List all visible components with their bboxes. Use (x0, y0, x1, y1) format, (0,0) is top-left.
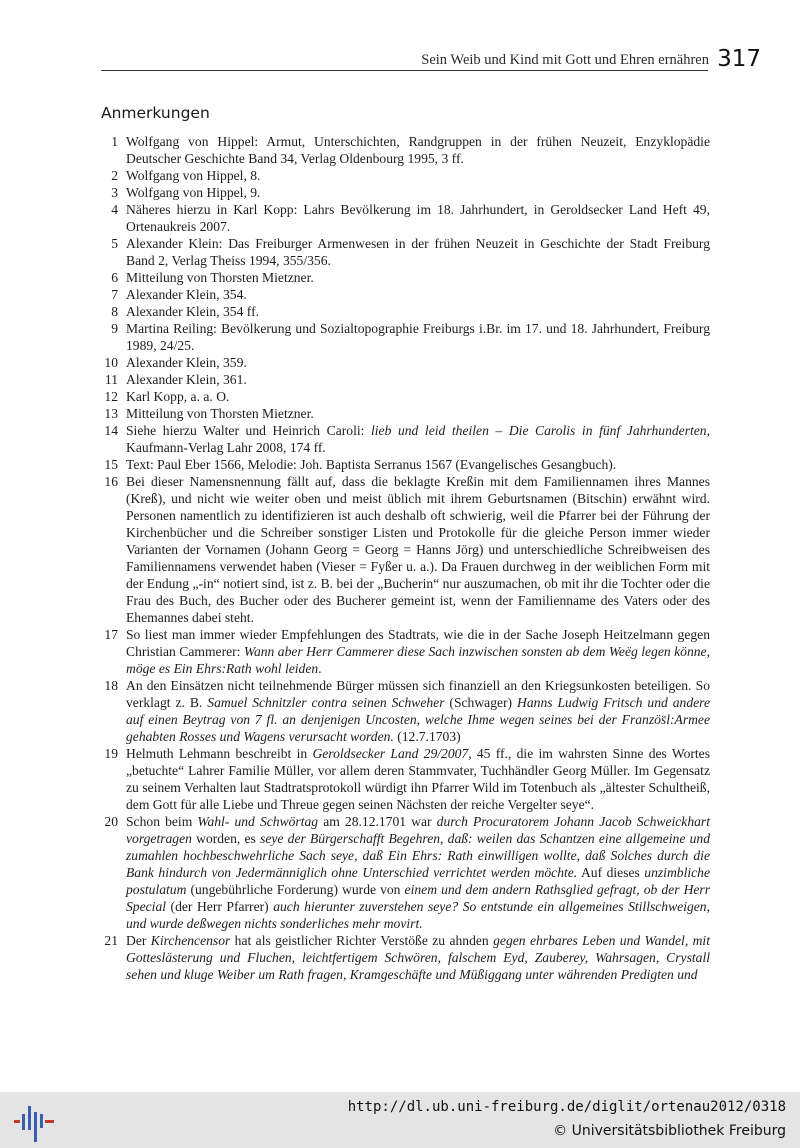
endnote-text (126, 405, 710, 422)
endnote-text (126, 303, 710, 320)
endnote-text (126, 745, 710, 813)
endnote-text (126, 456, 710, 473)
endnote (98, 269, 710, 286)
endnote-text (126, 371, 710, 388)
endnote-segment: (Schwager) (444, 695, 518, 710)
footer-copyright: © Universitätsbibliothek Freiburg (553, 1123, 786, 1139)
endnote-number: 17 (104, 627, 118, 642)
endnote-italic-segment: Hanns Ludwig Fritsch und andere auf einen Beytrag von 7 fl. an denjenigen Uncosten, welche Ihme wegen seines bei der Französ̈l:Armee gehabten Rosses und Wagens verursacht worden. (126, 695, 710, 744)
endnote-italic-segment: Samuel Schnitzler contra seinen Schweher (207, 695, 445, 710)
endnote (98, 626, 710, 677)
endnote-number: 9 (111, 321, 118, 336)
endnote-number: 19 (104, 746, 118, 761)
endnote-segment: Näheres hierzu in Karl Kopp: Lahrs Bevölkerung im 18. Jahrhundert, in Geroldsecker Land Heft 49, Ortenaukreis 2007. (126, 202, 710, 234)
endnote-segment: . (318, 661, 322, 676)
endnote-italic-segment: auch hierunter zuverstehen seye? So entstunde ein allgemeines Stillschweigen, und wurde deßwegen nichts sonderliches mehr movirt. (126, 899, 710, 931)
endnote-italic-segment: lieb und leid theilen – Die Carolis in fünf Jahrhunderten (371, 423, 707, 438)
endnote-segment: Mitteilung von Thorsten Mietzner. (126, 270, 314, 285)
endnote-number: 20 (104, 814, 118, 829)
endnote-segment: , 45 ff., die im wahrsten Sinne des Wortes „betuchte“ Lahrer Familie Müller, vor allem deren Stammvater, Tuchhändler Georg Müller. Im Gegensatz zu seinem Verhalten laut Stadtratsprotokoll würdigt ihn Pfarrer Wild im Totenbuch als „ältester Schultheiß, dem Gott für alle Liebe und Threue gegen seinen Nächsten der reiche Vergelter seye“. (126, 746, 711, 812)
header-rule (101, 70, 708, 71)
endnote-segment: hat als geistlicher Richter Verstöße zu ahnden (230, 933, 494, 948)
endnote-italic-segment: durch Procuratorem Johann Jacob Schweickhart vorgetragen (126, 814, 710, 846)
endnote-text (126, 932, 710, 983)
endnote-segment: Alexander Klein: Das Freiburger Armenwesen in der frühen Neuzeit in Geschichte der Stadt Freiburg Band 2, Verlag Theiss 1994, 355/356. (126, 236, 710, 268)
endnote (98, 745, 710, 813)
endnote-number: 12 (104, 389, 118, 404)
endnote-segment: Alexander Klein, 359. (126, 355, 247, 370)
endnote-number: 8 (111, 304, 118, 319)
endnote (98, 235, 710, 269)
endnote-number: 14 (104, 423, 118, 438)
endnote-number: 3 (111, 185, 118, 200)
endnote (98, 677, 710, 745)
endnote-segment: worden, es (191, 831, 261, 846)
endnote (98, 133, 710, 167)
endnote-text (126, 677, 710, 745)
endnote-number: 4 (111, 202, 118, 217)
endnote-text (126, 473, 710, 626)
endnote (98, 286, 710, 303)
endnote (98, 201, 710, 235)
page-number: 317 (717, 46, 761, 72)
footer-bar (0, 1092, 800, 1148)
endnote-segment: Mitteilung von Thorsten Mietzner. (126, 406, 314, 421)
endnote-segment: Martina Reiling: Bevölkerung und Sozialtopographie Freiburgs i.Br. im 17. und 18. Jahrhundert, Freiburg 1989, 24/25. (126, 321, 710, 353)
running-title: Sein Weib und Kind mit Gott und Ehren ernähren (421, 52, 709, 68)
endnote-number: 1 (111, 134, 118, 149)
endnote-segment: Wolfgang von Hippel, 8. (126, 168, 261, 183)
endnote-segment: Bei dieser Namensnennung fällt auf, dass die beklagte Kreßin mit dem Familiennamen ihres Mannes (Kreß), und nicht wie weiter oben und meist üblich mit ihrem Geburtsnamen (Bitschin) erwähnt wird. Personen namentlich zu identifizieren ist auch deshalb oft schwierig, weil die Pfarrer bei der Führung der Kirchenbücher und die Schreiber sonstiger Listen und Protokolle für die gleiche Person immer wieder Varianten der Vornamen (Johann Georg = Georg = Hanns Jörg) und unterschiedliche Schreibweisen des Familiennamens verwendet haben (Vieser = Fyßer u. a.). Da Frauen durchweg in der weiblichen Form mit der Endung „-in“ notiert sind, ist z. B. bei der „Bucherin“ nur auszumachen, ob mit ihr die Tochter oder die Frau des Buch, des Bucher oder des Bucherer gemeint ist, wenn der Familienname des Vaters oder des Ehemannes dabei steht. (126, 474, 710, 625)
endnote (98, 320, 710, 354)
endnote (98, 456, 710, 473)
endnote-italic-segment: unzimbliche postulatum (126, 865, 710, 897)
endnote-italic-segment: Wahl- und Schwörtag (197, 814, 319, 829)
endnote (98, 184, 710, 201)
endnote (98, 388, 710, 405)
endnote-number: 10 (104, 355, 118, 370)
endnote-segment: Karl Kopp, a. a. O. (126, 389, 230, 404)
endnote-italic-segment: einem und dem andern Rathsglied gefragt, ob der Herr Special (126, 882, 710, 914)
endnote-segment: (der Herr Pfarrer) (166, 899, 274, 914)
endnote-text (126, 422, 710, 456)
endnote (98, 932, 710, 983)
endnote (98, 371, 710, 388)
endnote-segment: (ungebührliche Forderung) wurde von (186, 882, 405, 897)
endnote-number: 2 (111, 168, 118, 183)
endnote-text (126, 133, 710, 167)
endnote-text (126, 626, 710, 677)
endnote-number: 11 (104, 372, 118, 387)
endnote-italic-segment: Geroldsecker Land 29/2007 (312, 746, 469, 761)
endnote-segment: Auf dieses (577, 865, 645, 880)
endnote-number: 6 (111, 270, 118, 285)
endnote-number: 21 (104, 933, 118, 948)
endnote-segment: Text: Paul Eber 1566, Melodie: Joh. Baptista Serranus 1567 (Evangelisches Gesangbuch). (126, 457, 617, 472)
endnote-text (126, 354, 710, 371)
ub-freiburg-logo-icon[interactable] (14, 1100, 54, 1142)
endnote-segment: Siehe hierzu Walter und Heinrich Caroli: (126, 423, 371, 438)
endnote-text (126, 388, 710, 405)
endnote (98, 473, 710, 626)
endnote (98, 303, 710, 320)
endnote-text (126, 201, 710, 235)
section-heading: Anmerkungen (101, 104, 210, 122)
endnote (98, 813, 710, 932)
endnote-segment: Wolfgang von Hippel: Armut, Unterschichten, Randgruppen in der frühen Neuzeit, Enzyklopädie Deutscher Geschichte Band 34, Verlag Oldenbourg 1995, 3 ff. (126, 134, 710, 166)
endnote-segment: am 28.12.1701 war (318, 814, 437, 829)
endnote-segment: , Kaufmann-Verlag Lahr 2008, 174 ff. (126, 423, 710, 455)
endnote-text (126, 269, 710, 286)
endnote-segment: Alexander Klein, 361. (126, 372, 247, 387)
endnote-text (126, 320, 710, 354)
endnote-text (126, 813, 710, 932)
endnotes-list (98, 133, 710, 983)
endnote-text (126, 235, 710, 269)
endnote-number: 18 (104, 678, 118, 693)
endnote-text (126, 184, 710, 201)
endnote-italic-segment: Wann aber Herr Cammerer diese Sach inzwischen sonsten ab dem Weëg legen könne, möge es Ein Ehrs:Rath wohl leiden (126, 644, 710, 676)
endnote-italic-segment: Kirchencensor (150, 933, 231, 948)
endnote-number: 7 (111, 287, 118, 302)
endnote-segment: Alexander Klein, 354. (126, 287, 247, 302)
endnote (98, 354, 710, 371)
endnote-italic-segment: seye der Bürgerschafft Begehren, daß: weilen das Schantzen eine allgemeine und zumahlen hochbeschwehrliche Sach seye, daß Ein Ehrs: Rath einwilligen wollte, daß Solches durch die Bank hindurch von Jedermänniglich ohne Unterschied verrichtet werden möchte. (126, 831, 710, 880)
endnote (98, 167, 710, 184)
endnote (98, 422, 710, 456)
endnote-italic-segment: gegen ehrbares Leben und Wandel, mit Gotteslästerung und Fluchen, leichtfertigem Schwören, falschem Eyd, Zauberey, Wahrsagen, Crystall sehen und kluge Weiber um Rath fragen, Kramgeschäfte und Müßiggang unter währenden Predigten und (126, 933, 710, 982)
endnote-number: 16 (104, 474, 118, 489)
footer-source-link[interactable]: http://dl.ub.uni-freiburg.de/diglit/ortenau2012/0318 (347, 1099, 786, 1115)
endnote (98, 405, 710, 422)
endnote-segment: Helmuth Lehmann beschreibt in (126, 746, 313, 761)
endnote-number: 13 (104, 406, 118, 421)
endnote-segment: An den Einsätzen nicht teilnehmende Bürger müssen sich finanziell an den Kriegsunkosten beteiligen. So verklagt z. B. (126, 678, 710, 710)
endnote-number: 5 (111, 236, 118, 251)
endnote-segment: Wolfgang von Hippel, 9. (126, 185, 261, 200)
endnote-text (126, 167, 710, 184)
endnote-segment: Schon beim (126, 814, 198, 829)
endnote-segment: Alexander Klein, 354 ff. (126, 304, 260, 319)
endnote-segment: (12.7.1703) (393, 729, 461, 744)
endnote-text (126, 286, 710, 303)
endnote-number: 15 (104, 457, 118, 472)
endnote-segment: So liest man immer wieder Empfehlungen des Stadtrats, wie die in der Sache Joseph Heitzelmann gegen Christian Cammerer: (126, 627, 710, 659)
page-header (101, 44, 761, 74)
endnote-segment: Der (126, 933, 151, 948)
